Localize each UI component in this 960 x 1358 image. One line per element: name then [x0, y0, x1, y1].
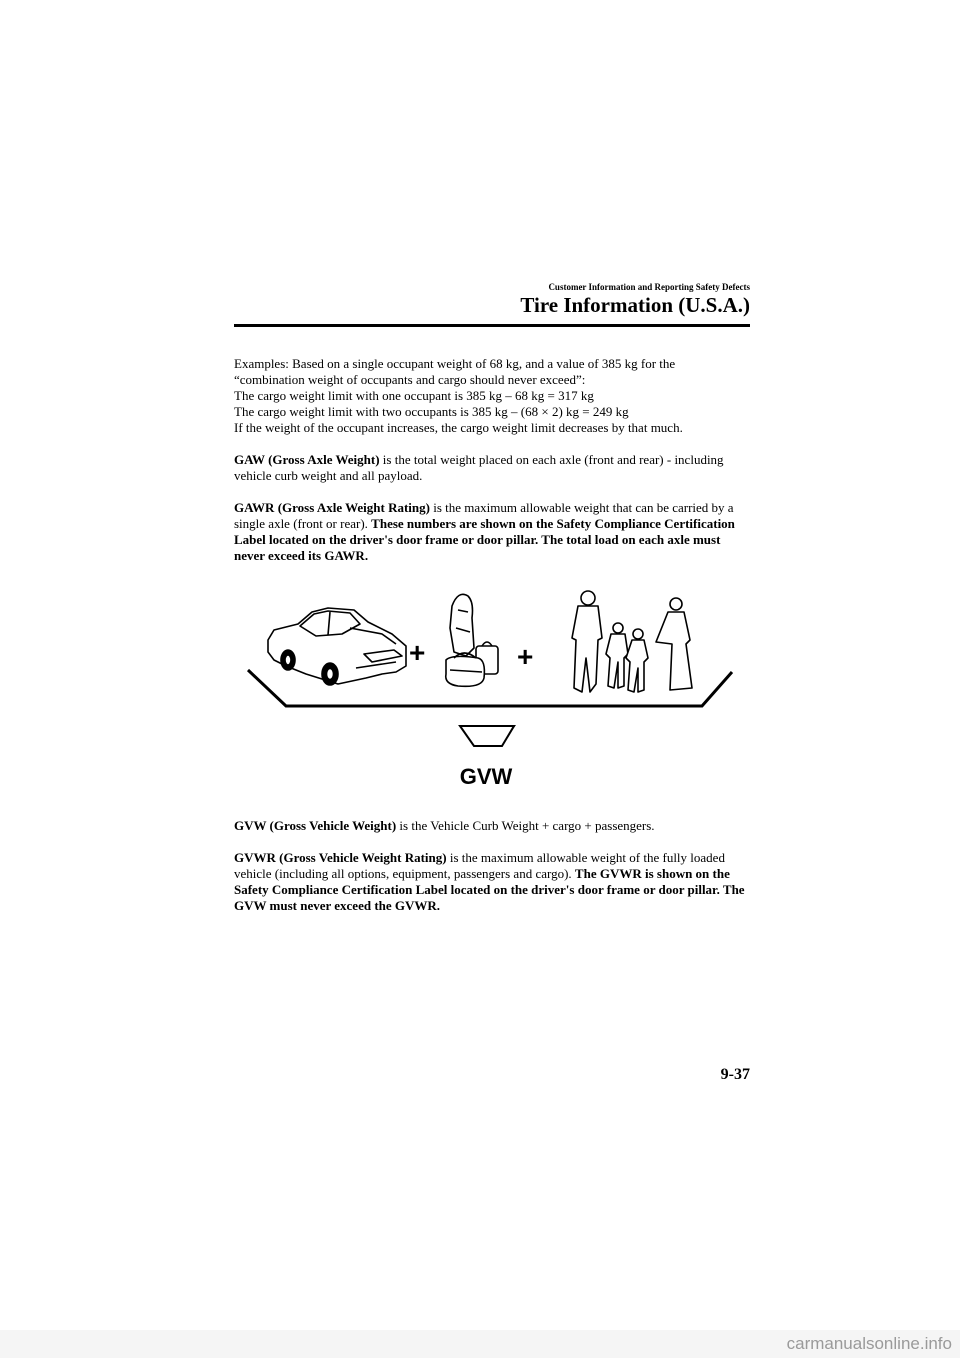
plus-sign: + [517, 641, 534, 672]
examples-line: The cargo weight limit with two occupants is 385 kg – (68 × 2) kg = 249 kg [234, 404, 629, 419]
gvwr-term: GVWR (Gross Vehicle Weight Rating) [234, 850, 447, 865]
gvwr-text: is the maximum allowable weight of the fully loaded vehicle (including all options, equipment, passengers and cargo). [234, 850, 725, 881]
family-icon [572, 591, 692, 692]
luggage-icon [446, 594, 498, 686]
car-icon [268, 608, 406, 685]
gawr-bold-text: These numbers are shown on the Safety Compliance Certification Label located on the driver's door frame or door pillar. The total load on each axle must never exceed its GAWR. [234, 516, 735, 563]
main-content [234, 356, 754, 580]
watermark-footer [0, 1330, 960, 1358]
gawr-paragraph [234, 500, 754, 564]
examples-line: The cargo weight limit with one occupant is 385 kg – 68 kg = 317 kg [234, 388, 594, 403]
gvw-term: GVW (Gross Vehicle Weight) [234, 818, 397, 833]
gvw-text: is the Vehicle Curb Weight + cargo + passengers. [396, 818, 655, 833]
gaw-term: GAW (Gross Axle Weight) [234, 452, 380, 467]
watermark-text[interactable]: carmanualsonline.info [786, 1334, 952, 1353]
gawr-text: is the maximum allowable weight that can be carried by a single axle (front or rear). [234, 500, 734, 531]
page-title: Tire Information (U.S.A.) [520, 293, 750, 317]
examples-line: “combination weight of occupants and cargo should never exceed”: [234, 372, 586, 387]
header-divider [234, 324, 750, 327]
section-title: Customer Information and Reporting Safety Defects [548, 282, 750, 292]
page-number: 9-37 [720, 1066, 750, 1083]
gvw-label: GVW [459, 764, 513, 789]
examples-paragraph [234, 356, 754, 436]
gaw-paragraph [234, 452, 754, 484]
examples-line: Examples: Based on a single occupant weight of 68 kg, and a value of 385 kg for the [234, 356, 676, 371]
gvwr-bold-text: The GVWR is shown on the Safety Compliance Certification Label located on the driver's door frame or door pillar. The GVW must never exceed the GVWR. [234, 866, 745, 913]
gaw-text: is the total weight placed on each axle (front and rear) - including vehicle curb weight and all payload. [234, 452, 724, 483]
main-content-lower [234, 818, 754, 930]
examples-line: If the weight of the occupant increases, the cargo weight limit decreases by that much. [234, 420, 683, 435]
gvwr-paragraph [234, 850, 754, 914]
gvw-paragraph [234, 818, 754, 834]
plus-sign: + [409, 637, 426, 668]
gawr-term: GAWR (Gross Axle Weight Rating) [234, 500, 430, 515]
